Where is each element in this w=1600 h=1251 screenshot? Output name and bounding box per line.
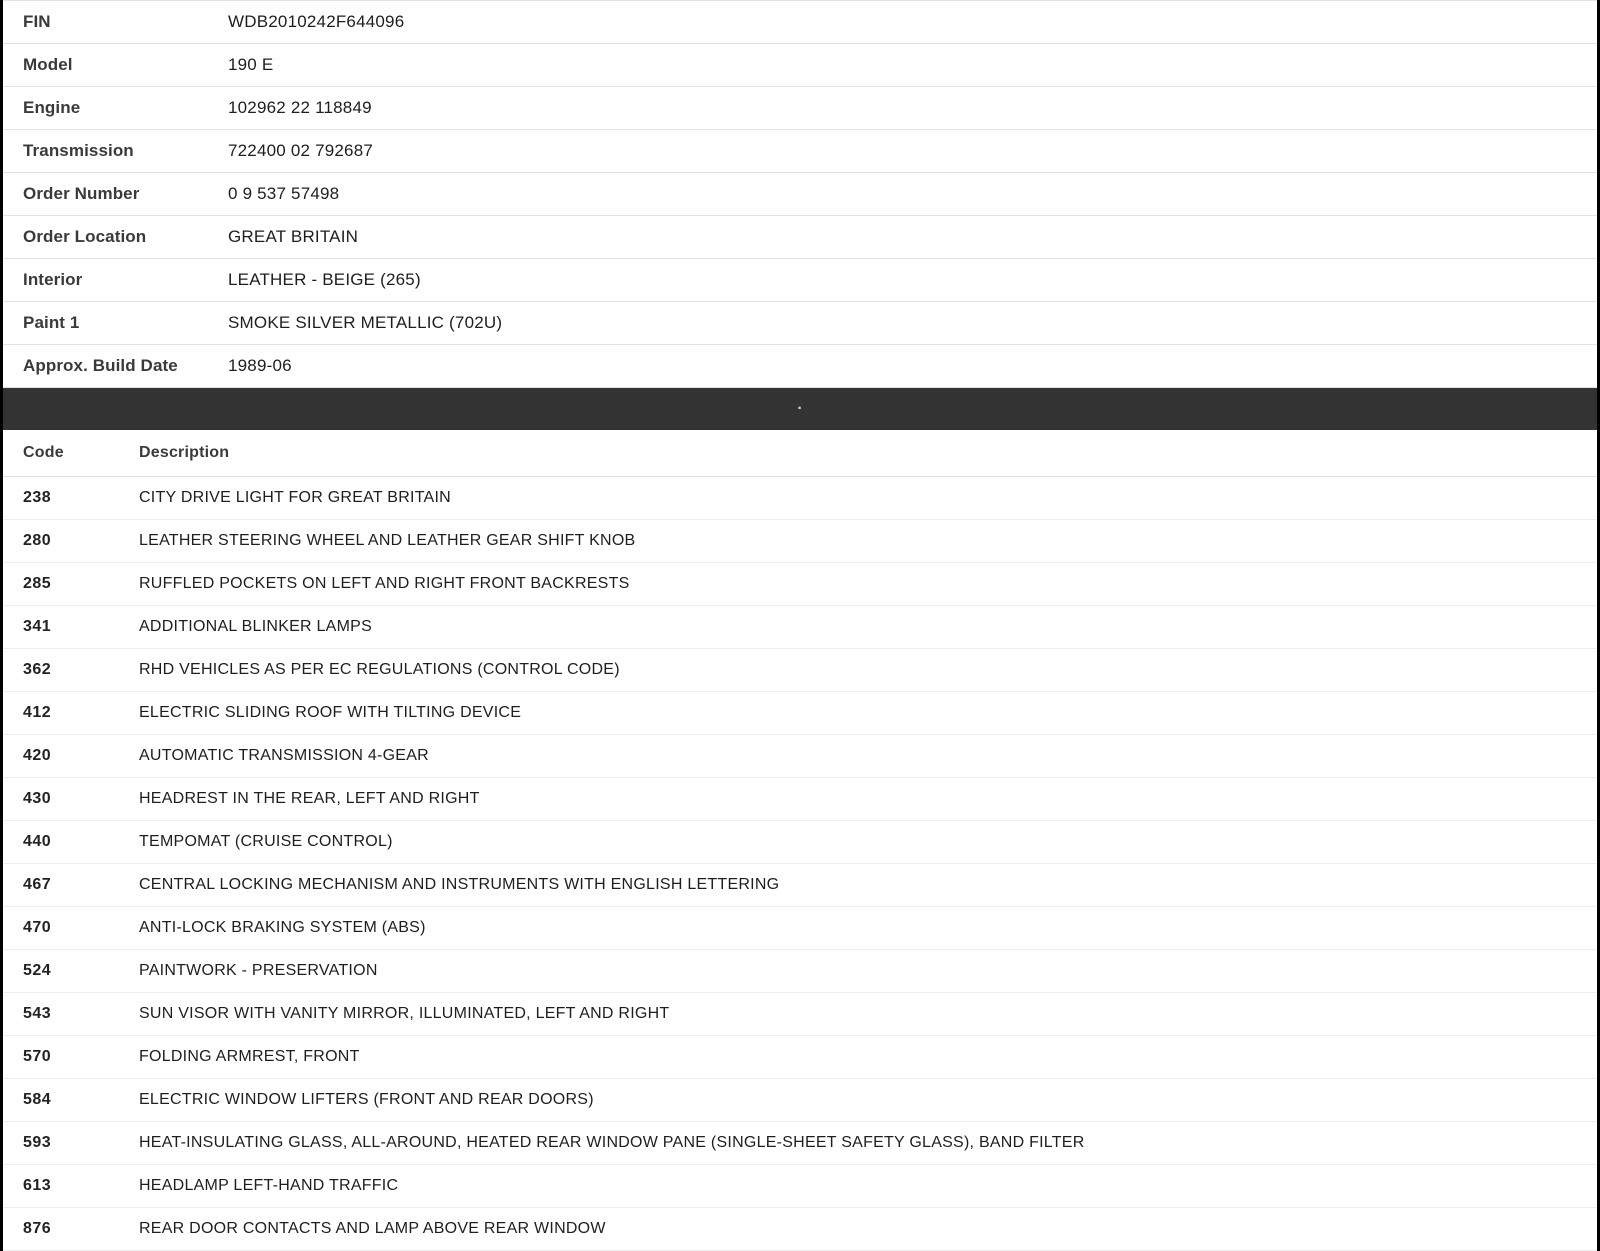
description-cell: RHD VEHICLES AS PER EC REGULATIONS (CONTROL CODE) [119,649,1597,692]
table-row [3,345,1597,388]
table-row [3,1079,1597,1122]
spec-value: WDB2010242F644096 [228,12,405,31]
band-marker-icon: · [797,400,803,417]
code-cell: 341 [3,606,119,649]
spec-label: Engine [23,98,81,117]
table-row [3,477,1597,520]
description-cell: CITY DRIVE LIGHT FOR GREAT BRITAIN [119,477,1597,520]
description-cell: HEADLAMP LEFT-HAND TRAFFIC [119,1165,1597,1208]
description-cell: ADDITIONAL BLINKER LAMPS [119,606,1597,649]
table-row [3,864,1597,907]
code-cell: 285 [3,563,119,606]
table-row [3,130,1597,173]
table-row [3,1122,1597,1165]
code-cell: 362 [3,649,119,692]
table-row [3,907,1597,950]
table-row [3,1036,1597,1079]
code-cell: 613 [3,1165,119,1208]
code-cell: 467 [3,864,119,907]
code-cell: 420 [3,735,119,778]
code-cell: 584 [3,1079,119,1122]
code-cell: 524 [3,950,119,993]
description-cell: HEADREST IN THE REAR, LEFT AND RIGHT [119,778,1597,821]
spec-value: 722400 02 792687 [228,141,374,160]
table-row [3,44,1597,87]
description-cell: TEMPOMAT (CRUISE CONTROL) [119,821,1597,864]
table-row [3,563,1597,606]
spec-label: Approx. Build Date [23,356,178,375]
code-cell: 876 [3,1208,119,1251]
column-header-description: Description [119,430,1597,477]
column-header-code: Code [3,430,119,477]
table-row [3,259,1597,302]
description-cell: SUN VISOR WITH VANITY MIRROR, ILLUMINATED, LEFT AND RIGHT [119,993,1597,1036]
table-row [3,1,1597,44]
description-cell: ELECTRIC SLIDING ROOF WITH TILTING DEVICE [119,692,1597,735]
table-row [3,1208,1597,1251]
table-row [3,821,1597,864]
spec-value: 190 E [228,55,274,74]
option-codes-table [3,430,1597,1251]
table-row [3,216,1597,259]
spec-label: Model [23,55,73,74]
spec-label: Interior [23,270,83,289]
table-row [3,692,1597,735]
spec-value: SMOKE SILVER METALLIC (702U) [228,313,503,332]
description-cell: ELECTRIC WINDOW LIFTERS (FRONT AND REAR DOORS) [119,1079,1597,1122]
code-cell: 470 [3,907,119,950]
table-row [3,87,1597,130]
table-row [3,778,1597,821]
code-cell: 440 [3,821,119,864]
section-divider-band [3,388,1597,430]
spec-value: LEATHER - BEIGE (265) [228,270,421,289]
spec-value: 102962 22 118849 [228,98,372,117]
table-row [3,302,1597,345]
description-cell: ANTI-LOCK BRAKING SYSTEM (ABS) [119,907,1597,950]
code-cell: 238 [3,477,119,520]
spec-value: 1989-06 [228,356,292,375]
description-cell: PAINTWORK - PRESERVATION [119,950,1597,993]
table-row [3,735,1597,778]
table-row [3,606,1597,649]
description-cell: FOLDING ARMREST, FRONT [119,1036,1597,1079]
spec-value: GREAT BRITAIN [228,227,359,246]
spec-label: Paint 1 [23,313,80,332]
table-row [3,950,1597,993]
table-row [3,173,1597,216]
description-cell: CENTRAL LOCKING MECHANISM AND INSTRUMENTS WITH ENGLISH LETTERING [119,864,1597,907]
vehicle-spec-table [3,0,1597,388]
option-codes-body [3,477,1597,1251]
table-header-row [3,430,1597,477]
table-row [3,1165,1597,1208]
table-row [3,520,1597,563]
option-codes-header [3,430,1597,477]
description-cell: RUFFLED POCKETS ON LEFT AND RIGHT FRONT BACKRESTS [119,563,1597,606]
spec-label: Order Number [23,184,140,203]
spec-label: Transmission [23,141,134,160]
spec-label: FIN [23,12,51,31]
spec-value: 0 9 537 57498 [228,184,340,203]
description-cell: AUTOMATIC TRANSMISSION 4-GEAR [119,735,1597,778]
vehicle-spec-body [3,1,1597,388]
code-cell: 593 [3,1122,119,1165]
description-cell: HEAT-INSULATING GLASS, ALL-AROUND, HEATED REAR WINDOW PANE (SINGLE-SHEET SAFETY GLASS), BAND FILTER [119,1122,1597,1165]
code-cell: 570 [3,1036,119,1079]
code-cell: 412 [3,692,119,735]
table-row [3,993,1597,1036]
table-row [3,649,1597,692]
description-cell: REAR DOOR CONTACTS AND LAMP ABOVE REAR WINDOW [119,1208,1597,1251]
code-cell: 430 [3,778,119,821]
description-cell: LEATHER STEERING WHEEL AND LEATHER GEAR SHIFT KNOB [119,520,1597,563]
code-cell: 280 [3,520,119,563]
code-cell: 543 [3,993,119,1036]
spec-label: Order Location [23,227,147,246]
